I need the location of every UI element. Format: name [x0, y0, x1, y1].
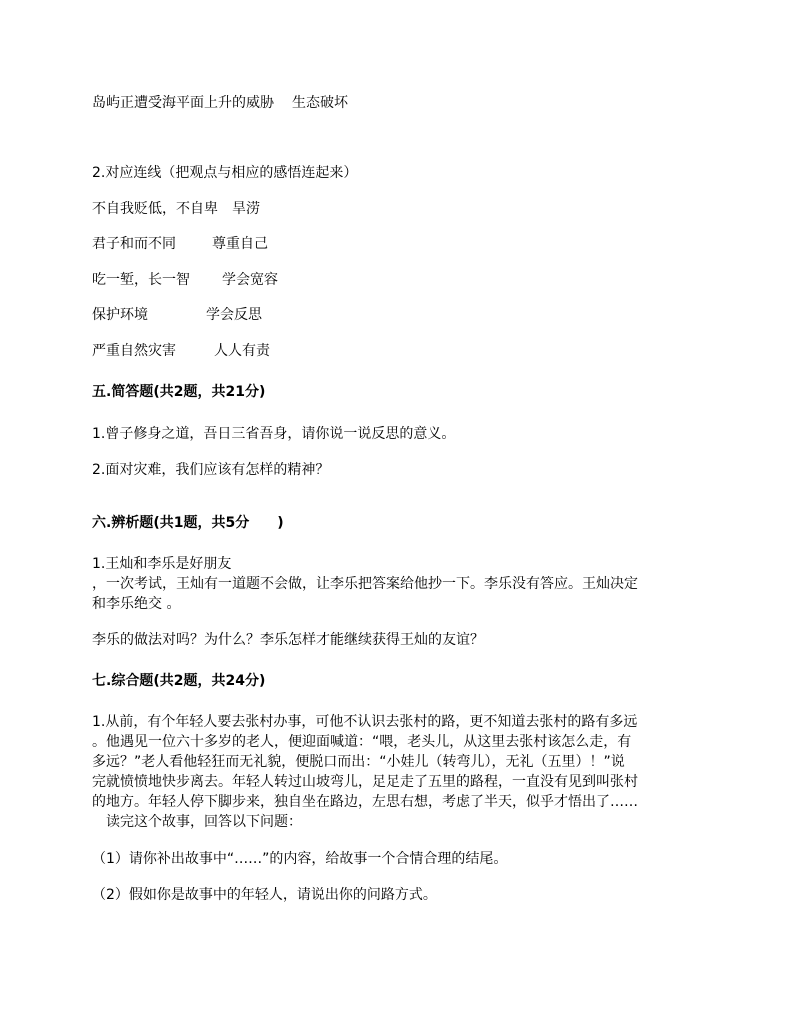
- matching-question-title: 2.对应连线（把观点与相应的感悟连起来）: [92, 165, 358, 181]
- matching-left-3: 吃一堑，长一智: [92, 272, 190, 288]
- section-6-question: 李乐的做法对吗？为什么？李乐怎样才能继续获得王灿的友谊？: [92, 632, 484, 648]
- matching-pair-3: [92, 272, 278, 289]
- matching-pair-5: [92, 343, 270, 360]
- matching-right-4: 学会反思: [206, 307, 262, 323]
- story-line-1: 1.从前，有个年轻人要去张村办事，可他不认识去张村的路，更不知道去张村的路有多远: [92, 714, 638, 730]
- matching-pair-1: [92, 201, 260, 218]
- matching-right-3: 学会宽容: [222, 272, 278, 288]
- matching-pair-2: [92, 236, 268, 253]
- matching-left-5: 严重自然灾害: [92, 343, 176, 359]
- section-6-heading: 六.辨析题(共1题，共5分 ): [92, 515, 284, 531]
- matching-left-1: 不自我贬低，不自卑: [92, 201, 218, 217]
- matching-left-4: 保护环境: [92, 307, 148, 323]
- top-line: [92, 95, 348, 112]
- story-line-3: 多远？”老人看他轻狂而无礼貌，便脱口而出：“小娃儿（转弯儿），无礼（五里）！”说: [92, 754, 625, 770]
- matching-right-5: 人人有责: [214, 343, 270, 359]
- matching-left-2: 君子和而不同: [92, 236, 176, 252]
- story-line-2: 。他遇见一位六十多岁的老人，便迎面喊道：“喂，老头儿，从这里去张村该怎么走，有: [92, 734, 632, 750]
- section-6-line-3: 和李乐绝交 。: [92, 596, 181, 612]
- section-6-line-1: 1.王灿和李乐是好朋友: [92, 556, 232, 572]
- section-7-heading: 七.综合题(共2题，共24分): [92, 673, 266, 689]
- matching-right-2: 尊重自己: [212, 236, 268, 252]
- story-line-5: 的地方。年轻人停下脚步来，独自坐在路边，左思右想，考虑了半天，似乎才悟出了……: [92, 794, 638, 810]
- section-6-line-2: ，一次考试，王灿有一道题不会做，让李乐把答案给他抄一下。李乐没有答应。王灿决定: [92, 576, 638, 592]
- section-7-sub-question-2: （2）假如你是故事中的年轻人，请说出你的问路方式。: [92, 887, 437, 903]
- section-5-question-2: 2.面对灾难，我们应该有怎样的精神？: [92, 462, 330, 478]
- section-5-question-1: 1.曾子修身之道，吾日三省吾身，请你说一说反思的意义。: [92, 426, 456, 442]
- matching-right-1: 旱涝: [232, 201, 260, 217]
- section-5-heading: 五.简答题(共2题，共21分): [92, 384, 266, 400]
- matching-pair-4: [92, 307, 262, 324]
- top-line-left: 岛屿正遭受海平面上升的威胁: [92, 95, 274, 111]
- section-7-sub-question-1: （1）请你补出故事中“……”的内容，给故事一个合情合理的结尾。: [92, 851, 508, 867]
- top-line-right: 生态破坏: [292, 95, 348, 111]
- story-line-4: 完就愤愤地快步离去。年轻人转过山坡弯儿，足足走了五里的路程，一直没有见到叫张村: [92, 774, 638, 790]
- story-line-6: 读完这个故事，回答以下问题：: [92, 814, 302, 830]
